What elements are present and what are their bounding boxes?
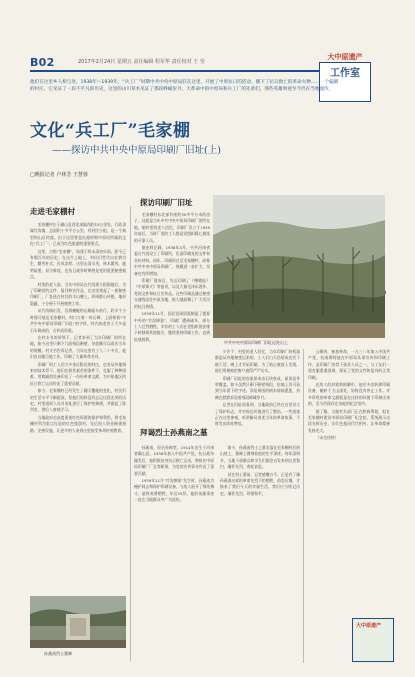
grave-photo (30, 596, 126, 648)
column-3 (215, 349, 300, 425)
paragraph: 印刷厂旧址的房屋原本由石块垒成，屋顶是茅草覆盖。如今虽然只剩下断壁残垣，但墙上仍可看到当年留下的字迹。旧址周围的树木郁郁葱葱，仿佛在默默诉说着那段峥嵘岁月。 (215, 375, 300, 400)
column-2 (134, 212, 210, 342)
section-heading-village: 走进毛家棚村 (30, 207, 75, 216)
article-subtitle: ——探访中共中央中原局印刷厂旧址(上) (52, 145, 221, 156)
paragraph: 当地政府也高度重视红色资源的保护和利用，将毛家棚村列为重点打造的红色旅游村，先后投入资金修建道路、完善设施，让更多的人来到这里接受革命传统教育。 (30, 414, 126, 433)
paragraph: 在村支书的带领下，记者来到了当年印刷厂的所在地。如今这里只剩下几间残垣断壁，但依稀可以看出当年的规模。村支书告诉记者，当年这里有工人二十多名，他们夜以继日地工作，印制了大量革命书刊。 (30, 334, 126, 360)
paragraph: 印刷厂建成后，先后印刷了《拂晓报》《中原烽火》等报刊，以及大量毛泽东著作、党的文件和抗日宣传品。这些印刷品通过秘密交通线送往中原各地，极大地鼓舞了广大军民的抗日热情。 (134, 278, 210, 309)
paragraph: 从竹沟镇出发，沿着蜿蜒的山路驱车前行，约半个小时便可抵达毛家棚村。村口立着一块石碑，上面刻着“中共中央中原局印刷厂旧址”的字样。村内的老房子大多是石头砌成的，古朴而厚重。 (30, 308, 126, 333)
site-photo (213, 195, 385, 338)
stamp-text: 大中原遗产 (356, 623, 382, 629)
column-divider (303, 349, 304, 663)
paragraph: 印刷厂的工人们大多来自附近的村庄，也有从外地调来的技术骨干。他们在极其艰苦的条件下，克服了种种困难，用简陋的设备印出了一份份革命文献，为中原地区的抗日救亡运动作出了重要贡献。 (30, 361, 126, 386)
byline: □晚报记者 卢林芳 王慧蓉 (30, 172, 88, 178)
paragraph: 如今，毛家棚村已经发生了翻天覆地的变化，村民们的生活水平不断提高，但他们始终没有忘记这段光荣的历史。村里组织人员对旧址进行了保护性修缮，并建起了陈列室，供后人参观学习。 (30, 388, 126, 413)
paragraph: 孙燕南，原名孙锦堂，1914年出生于河南省确山县，1936年加入中国共产党。抗日战争爆发后，他积极投身抗日救亡运动，曾担任中原局印刷厂厂长等职务，为党的宣传事业作出了重要贡献。 (134, 445, 214, 476)
column-4 (134, 445, 300, 655)
section-heading-print-shop: 探访印刷厂旧址 (140, 198, 193, 207)
column-divider (130, 206, 131, 661)
paragraph: （未完待续） (315, 435, 339, 441)
article-title: 文化“兵工厂”毛家棚 (30, 121, 191, 141)
paragraph: 如今，孙燕南烈士之墓坐落在毛家棚村后的山坡上，墓碑上镌刻着他的生平事迹。每年清明节，当地干部群众和学生们都会自发来到这里祭扫，缅怀先烈，寄托哀思。 (220, 445, 300, 470)
paragraph: 毛家棚村位于确山县西北部偏西约15公里处，行政隶属竹沟镇，总面积十多平方公里，有村民小组，是一个典型的山区村落。由于这里曾是抗战时期中原局所属的文化“兵工厂”，已成为红色旅游的重要景点。 (30, 222, 126, 247)
paragraph: 站在烈士墓前，记者感慨万千。正是有了像孙燕南这样的革命先烈不怕牺牲、前赴后继，才换来了我们今天的幸福生活。我们应当铭记历史，缅怀先烈，珍惜和平。 (220, 471, 300, 496)
lead-paragraph: 他们在这里乡人相与处，1938年～1939年，“兵工厂”时期中共中央中原局驻在这里，开展了中原抗日的活动，播下了抗日救亡的革命火种……一个偏僻的村庄，它见证了一段不平凡的历史，这里的山川草木见证了那段峥嵘岁月，大革命中的中原局和兵工厂的先辈们，那些英雄事迹至今仍在当地流传。 (30, 80, 339, 92)
paragraph: 1939年11月“竹沟惨案”发生时，孙燕南为掩护同志和保护印刷设备，与敌人展开了殊死搏斗，最终英勇牺牲，年仅25岁。他的英雄事迹一直在当地群众中广为流传。 (134, 478, 214, 503)
page-number: B02 (30, 56, 55, 69)
paragraph: 据了解，当地有关部门正在积极筹划，拟在毛家棚村建设中原局印刷厂纪念馆，系统展示这段光辉历史，让红色基因代代相传，让革命精神发扬光大。 (308, 408, 390, 433)
column-1 (30, 222, 126, 594)
paragraph: 在敌人的封锁和围剿中，他们多次转移印刷设备，辗转于大山深处，始终没有停止工作。许多珍贵的革命文献就是在这样的环境下印制出来的，至今仍保存在各地的纪念馆中。 (308, 382, 390, 407)
dateline: 2017年2月24日 星期五 责任编辑 程军华 责任校对 王 莹 (78, 59, 205, 65)
paragraph: 1939年11月，国民党顽固派制造了震惊中外的“竹沟惨案”，印刷厂遭到破坏，部分工人壮烈牺牲。幸存的工人们在党组织的安排下转移到其他地方，继续坚持印刷工作，直到抗战胜利。 (134, 311, 210, 342)
photo-caption-right: 中共中央中原局印刷厂旧址远处山上 (224, 340, 288, 345)
section-label-text: 工作室 (330, 68, 360, 79)
photo-caption-left: 孙燕南烈士墓碑 (44, 651, 72, 656)
paragraph: 这里，古称“毛家棚”，始建于明末清初年间，距今已有数百年的历史。在这片土地上，村民们世代以农耕为生，勤劳朴实，民风淳厚。这里山清水秀，林木繁茂，地势险要，易守难攻，在抗日战争时期曾是党的重要秘密据点。 (30, 248, 126, 280)
column-5 (308, 349, 390, 613)
paragraph: 毛家棚村东北部有座约30多平方米的房子，这就是当年中共中央中原局印刷厂的所在地。据村里的老人回忆，印刷厂设立于1939年前后，当时厂里的工人都是党组织精心挑选的可靠人员。 (134, 212, 210, 243)
brand-logo: 大中原遗产 (327, 53, 363, 61)
brand-stamp (352, 618, 394, 662)
paragraph: 村里的老人说，当年中原局在竹沟建立根据地后，为了印刷党的文件、报刊和宣传品，在这里建起了一座秘密印刷厂。厂址选在村后的半山腰上，四周群山环抱，地形隐蔽，十分便于开展秘密工作。 (30, 281, 126, 306)
paragraph: 少许于：村里的老人回忆，当年印刷厂的机器都是从外地秘密运来的，工人们白天伪装成农民下地干活，晚上才开始印刷。为了防止被敌人发现，他们用棉被把窗户遮得严严实实。 (215, 349, 300, 374)
paragraph: 据史料记载，1938年4月，中共河南省委在竹沟设立了印刷所，负责印刷党的文件和宣传材料。同年，印刷所迁至毛家棚村，改称中共中央中原局印刷厂，规模进一步扩大，设备也有所增加。 (134, 245, 210, 276)
paragraph: 云朝的，参加革命，一九三八年加入中国共产党。抗战期间他在中原局从事宣传和印刷工作，是印刷厂的骨干技术人员之一，与工友们一道克服重重困难，保证了党的文件和报刊的正常印刷。 (308, 349, 390, 380)
paragraph: 记者在旧址前看到，当地政府已经在这里设立了保护标志，并对周边环境进行了整治。一些游客正在这里参观，听讲解员讲述当年的革命故事，不时发出阵阵赞叹。 (215, 402, 300, 427)
section-heading-martyr-tomb: 拜谒烈士孙燕南之墓 (140, 428, 208, 437)
